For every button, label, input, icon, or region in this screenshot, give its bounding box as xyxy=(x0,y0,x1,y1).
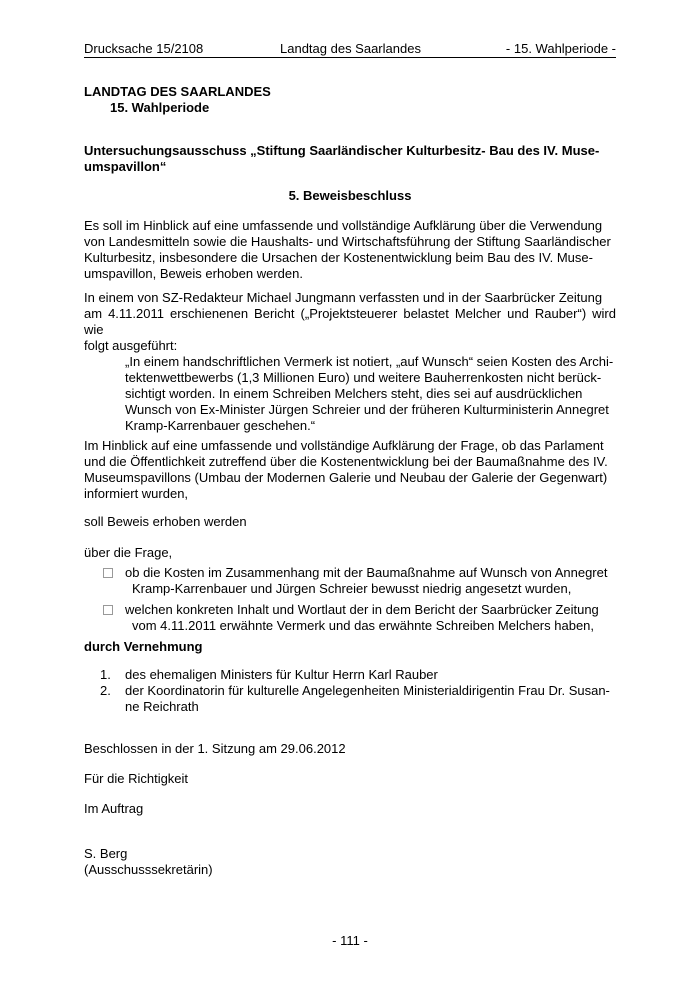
witness-line: ne Reichrath xyxy=(125,699,199,714)
witness-number: 1. xyxy=(100,667,111,682)
header-period: - 15. Wahlperiode - xyxy=(505,41,616,56)
resolution-title: 5. Beweisbeschluss xyxy=(288,188,412,203)
paragraph-2 xyxy=(84,290,616,354)
quote-line: sichtigt worden. In einem Schreiben Melchers steht, dies sei auf ausdrücklichen xyxy=(125,386,583,401)
question-line: vom 4.11.2011 erwähnte Vermerk und das erwähnte Schreiben Melchers haben, xyxy=(132,618,595,633)
paragraph-1-line: Es soll im Hinblick auf eine umfassende und vollständige Aufklärung über die Verwendung xyxy=(84,218,603,233)
signature-block xyxy=(84,846,616,878)
paragraph-3 xyxy=(84,438,616,502)
quote-line: Wunsch von Ex-Minister Jürgen Schreier und der früheren Kulturministerin Annegret xyxy=(125,402,609,417)
committee-line-1: Untersuchungsausschuss „Stiftung Saarländischer Kulturbesitz- Bau des IV. Muse- xyxy=(84,143,600,158)
hearing-label: durch Vernehmung xyxy=(84,639,203,654)
paragraph-1-line: von Landesmitteln sowie die Haushalts- und Wirtschaftsführung der Stiftung Saarländischer xyxy=(84,234,611,249)
witness-line: der Koordinatorin für kulturelle Angelegenheiten Ministerialdirigentin Frau Dr. Susan- xyxy=(125,683,610,698)
signature-role: (Ausschusssekretärin) xyxy=(84,862,213,877)
paragraph-3-line: informiert wurden, xyxy=(84,486,189,501)
certification: Für die Richtigkeit xyxy=(84,771,189,786)
paragraph-4: soll Beweis erhoben werden xyxy=(84,514,247,529)
page-header xyxy=(84,41,616,58)
quote-line: Kramp-Karrenbauer geschehen.“ xyxy=(125,418,316,433)
witness-number: 2. xyxy=(100,683,111,698)
quote-line: tektenwettbewerbs (1,3 Millionen Euro) und weitere Bauherrenkosten nicht berück- xyxy=(125,370,602,385)
header-document-number: Drucksache 15/2108 xyxy=(84,41,204,56)
page-number: - 111 - xyxy=(332,933,368,948)
question-line: welchen konkreten Inhalt und Wortlaut der in dem Bericht der Saarbrücker Zeitung xyxy=(125,602,599,617)
bullet-box-icon xyxy=(103,605,113,615)
question-line: Kramp-Karrenbauer und Jürgen Schreier bewusst niedrig angesetzt wurden, xyxy=(132,581,572,596)
document-title xyxy=(84,84,616,116)
paragraph-1-line: umspavillon, Beweis erhoben werden. xyxy=(84,266,303,281)
paragraph-5: über die Frage, xyxy=(84,545,173,560)
decision-date: Beschlossen in der 1. Sitzung am 29.06.2012 xyxy=(84,741,346,756)
committee-heading xyxy=(84,143,616,175)
committee-line-2: umspavillon“ xyxy=(84,159,167,174)
paragraph-2-line: In einem von SZ-Redakteur Michael Jungmann verfassten und in der Saarbrücker Zeitung xyxy=(84,290,603,305)
title-line-1: LANDTAG DES SAARLANDES xyxy=(84,84,271,99)
paragraph-1-line: Kulturbesitz, insbesondere die Ursachen der Kostenentwicklung beim Bau des IV. Muse- xyxy=(84,250,593,265)
paragraph-2-line: am 4.11.2011 erschienenen Bericht („Projektsteuerer belastet Melcher und Rauber“) wird wie xyxy=(84,306,616,337)
paragraph-2-line: folgt ausgeführt: xyxy=(84,338,178,353)
paragraph-3-line: Im Hinblick auf eine umfassende und vollständige Aufklärung der Frage, ob das Parlament xyxy=(84,438,604,453)
bullet-box-icon xyxy=(103,568,113,578)
on-behalf: Im Auftrag xyxy=(84,801,144,816)
quote-block xyxy=(125,354,616,434)
question-line: ob die Kosten im Zusammenhang mit der Baumaßnahme auf Wunsch von Annegret xyxy=(125,565,608,580)
signature-name: S. Berg xyxy=(84,846,128,861)
header-parliament: Landtag des Saarlandes xyxy=(280,41,421,56)
paragraph-3-line: und die Öffentlichkeit zutreffend über die Kostenentwicklung bei der Baumaßnahme des IV. xyxy=(84,454,608,469)
title-line-2: 15. Wahlperiode xyxy=(110,100,210,115)
paragraph-3-line: Museumspavillons (Umbau der Modernen Galerie und Neubau der Galerie der Gegenwart) xyxy=(84,470,608,485)
paragraph-1 xyxy=(84,218,616,282)
witness-line: des ehemaligen Ministers für Kultur Herrn Karl Rauber xyxy=(125,667,438,682)
quote-line: „In einem handschriftlichen Vermerk ist notiert, „auf Wunsch“ seien Kosten des Archi- xyxy=(125,354,614,369)
